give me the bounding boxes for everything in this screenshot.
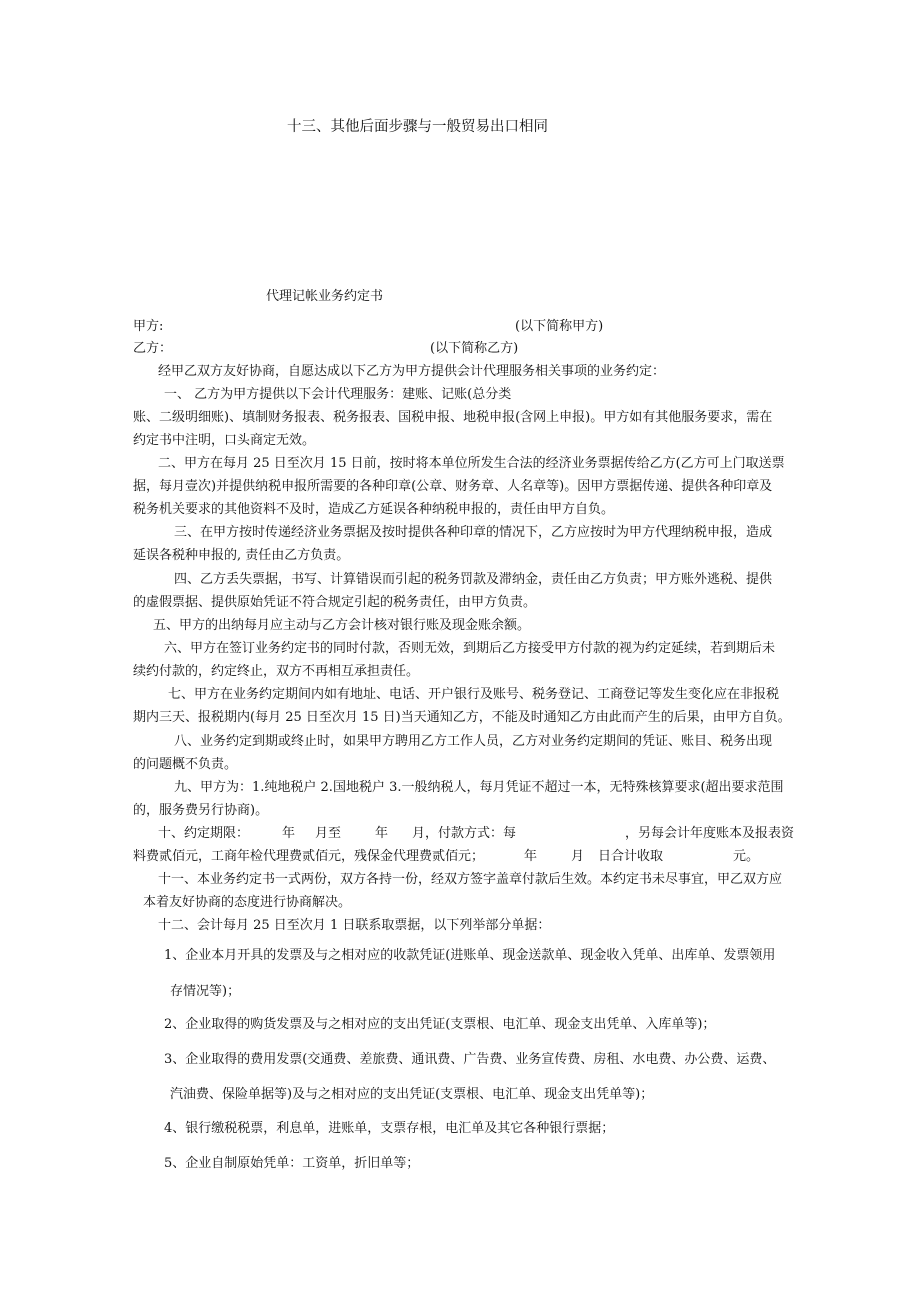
clause-8-line: 的问题概不负责。 xyxy=(133,757,238,772)
clause-2-line: 二、甲方在每月 25 日至次月 15 日前，按时将本单位所发生合法的经济业务票据传给乙方(乙方可上门取送票 xyxy=(158,456,785,471)
party-b-label: 乙方： xyxy=(133,341,173,356)
clause-7-line: 七、甲方在业务约定期间内如有地址、电话、开户银行及账号、税务登记、工商登记等发生变化应在非报税 xyxy=(168,687,780,702)
intro-paragraph: 经甲乙双方友好协商，自愿达成以下乙方为甲方提供会计代理服务相关事项的业务约定： xyxy=(158,364,666,379)
clause-6-line: 续约付款的，约定终止，双方不再相互承担责任。 xyxy=(133,664,420,679)
section-heading: 十三、其他后面步骤与一般贸易出口相同 xyxy=(287,119,548,135)
clause-7-line: 期内三天、报税期内(每月 25 日至次月 15 日)当天通知乙方，不能及时通知乙方由此而产生的后果，由甲方自负。 xyxy=(133,710,791,725)
list-item: 存情况等)； xyxy=(170,984,241,999)
list-item: 3、企业取得的费用发票(交通费、差旅费、通讯费、广告费、业务宣传费、房租、水电费、办公费、运费、 xyxy=(164,1052,776,1067)
clause-10-total-label: 日合计收取 xyxy=(598,849,664,864)
clause-10-fees-line: ，另每会计年度账本及报表资 xyxy=(625,826,795,841)
clause-2-line: 据，每月壹次)并提供纳税申报所需要的各种印章(公章、财务章、人名章等)。因甲方票据传递、提供各种印章及 xyxy=(133,479,773,494)
clause-10-year-label: 年 xyxy=(524,849,538,864)
party-a-label: 甲方: xyxy=(133,319,164,334)
clause-6-line: 六、甲方在签订业务约定书的同时付款，否则无效，到期后乙方接受甲方付款的视为约定延续，若到期后未 xyxy=(164,641,776,656)
clause-10-year-label: 年 xyxy=(282,826,296,841)
clause-10-term-label: 十、约定期限： xyxy=(158,826,250,841)
list-item: 汽油费、保险单据等)及与之相对应的支出凭证(支票根、电汇单、现金支出凭单等)； xyxy=(170,1087,654,1102)
clause-10-year-label: 年 xyxy=(375,826,389,841)
clause-1-line: 约定书中注明，口头商定无效。 xyxy=(133,433,316,448)
clause-11-line: 十一、本业务约定书一式两份，双方各持一份，经双方签字盖章付款后生效。本约定书未尽事宜，甲乙双方应 xyxy=(158,872,783,887)
list-item: 1、企业本月开具的发票及与之相对应的收款凭证(进账单、现金送款单、现金收入凭单、出库单、发票领用 xyxy=(164,948,776,963)
list-item: 2、企业取得的购货发票及与之相对应的支出凭证(支票根、电汇单、现金支出凭单、入库单等)； xyxy=(164,1017,716,1032)
party-b-note: (以下简称乙方) xyxy=(430,341,519,356)
clause-12-line: 十二、会计每月 25 日至次月 1 日联系取票据，以下列举部分单据： xyxy=(158,918,551,933)
list-item: 4、银行缴税税票，利息单，进账单，支票存根，电汇单及其它各种银行票据； xyxy=(164,1121,615,1136)
clause-10-payment-label: 月，付款方式：每 xyxy=(412,826,517,841)
clause-9-line: 的，服务费另行协商)。 xyxy=(133,803,269,818)
clause-5-line: 五、甲方的出纳每月应主动与乙方会计核对银行账及现金账余额。 xyxy=(153,618,531,633)
clause-8-line: 八、业务约定到期或终止时，如果甲方聘用乙方工作人员，乙方对业务约定期间的凭证、账目、税务出现 xyxy=(174,734,773,749)
clause-2-line: 税务机关要求的其他资料不及时，造成乙方延误各种纳税申报的，责任由甲方自负。 xyxy=(133,502,615,517)
clause-10-month-label: 月 xyxy=(571,849,585,864)
clause-10-currency-label: 元。 xyxy=(733,849,760,864)
contract-title: 代理记帐业务约定书 xyxy=(266,289,384,304)
clause-1-line: 一、 乙方为甲方提供以下会计代理服务：建账、记账(总分类 xyxy=(164,387,512,402)
clause-4-line: 的虚假票据、提供原始凭证不符合规定引起的税务责任，由甲方负责。 xyxy=(133,595,537,610)
clause-4-line: 四、乙方丢失票据，书写、计算错误而引起的税务罚款及滞纳金，责任由乙方负责；甲方账外逃税、提供 xyxy=(174,572,773,587)
list-item: 5、企业自制原始凭单：工资单，折旧单等； xyxy=(164,1156,420,1171)
clause-10-month-to-label: 月至 xyxy=(315,826,342,841)
clause-10-fees-line: 料费贰佰元，工商年检代理费贰佰元，残保金代理费贰佰元； xyxy=(133,849,485,864)
clause-11-line: 本着友好协商的态度进行协商解决。 xyxy=(143,895,352,910)
clause-3-line: 三、在甲方按时传递经济业务票据及按时提供各种印章的情况下，乙方应按时为甲方代理纳税申报，造成 xyxy=(174,525,773,540)
party-a-note: (以下简称甲方) xyxy=(515,319,604,334)
clause-3-line: 延误各税种申报的, 责任由乙方负责。 xyxy=(133,548,350,563)
clause-9-line: 九、甲方为：1.纯地税户 2.国地税户 3.一般纳税人，每月凭证不超过一本，无特殊核算要求(超出要求范围 xyxy=(174,780,784,795)
clause-1-line: 账、二级明细账)、填制财务报表、税务报表、国税申报、地税申报(含网上申报)。甲方如有其他服务要求，需在 xyxy=(133,410,773,425)
